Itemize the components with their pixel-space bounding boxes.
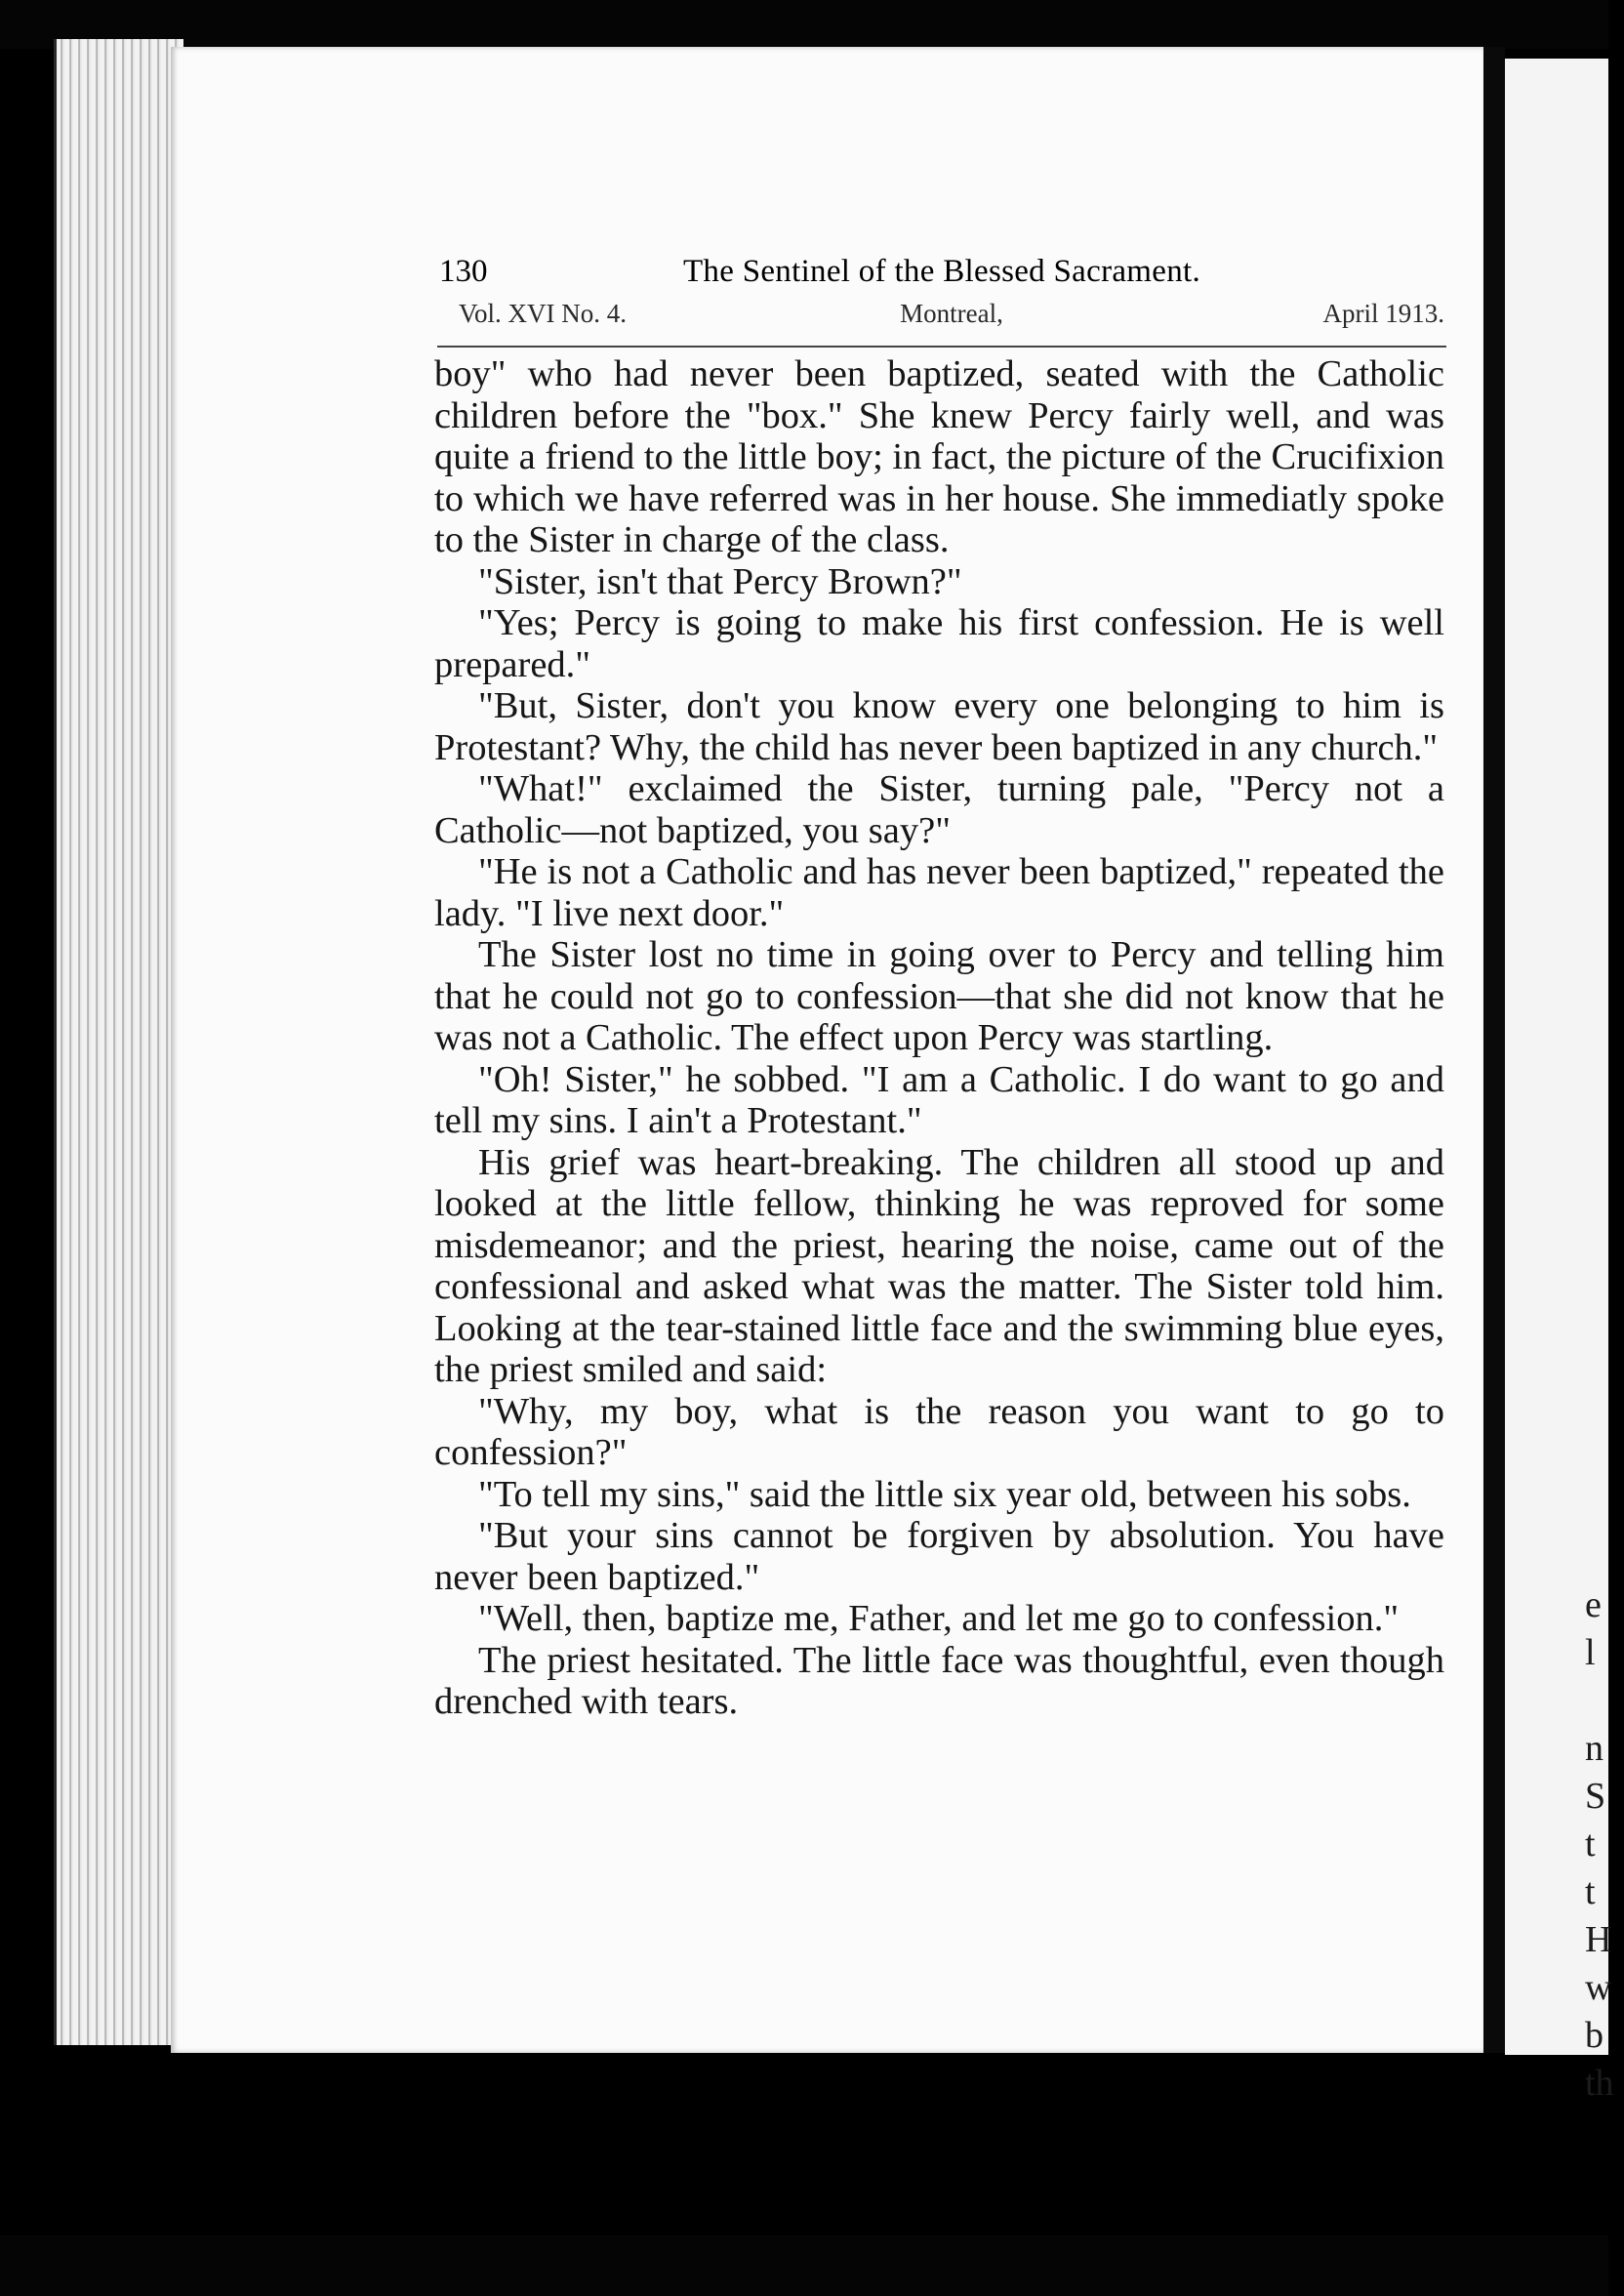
scan-border-top (0, 0, 1608, 49)
issue-date: April 1913. (1322, 299, 1444, 328)
scan-border-bottom (0, 2235, 1608, 2296)
paragraph: "Why, my boy, what is the reason you want to go to confession?" (434, 1390, 1444, 1473)
paragraph: "But, Sister, don't you know every one belonging to him is Protestant? Why, the child has never been baptized in any church." (434, 685, 1444, 768)
paragraph: "Sister, isn't that Percy Brown?" (478, 560, 962, 602)
journal-title: The Sentinel of the Blessed Sacrament. (682, 254, 1201, 289)
paragraph: "Yes; Percy is going to make his first confession. He is well prepared." (434, 602, 1444, 685)
issue-line (459, 299, 1444, 338)
paragraph: The Sister lost no time in going over to Percy and telling him that he could not go to confession—that she did not know that he was not a Catholic. The effect upon Percy was startling. (434, 934, 1444, 1058)
body-text (434, 353, 1444, 1723)
publication-place: Montreal, (900, 299, 1003, 328)
paragraph: boy" who had never been baptized, seated with the Catholic children before the "box." She knew Percy fairly well, and was quite a friend to the little boy; in fact, the picture of the Crucifixion to which we have referred was in her house. She immediatly spoke to the Sister in charge of the class. (434, 353, 1444, 560)
facing-page-text-fragment: e l n S t t H w b th (1585, 1584, 1614, 2104)
paragraph: "To tell my sins," said the little six year old, between his sobs. (478, 1473, 1411, 1515)
paragraph: The priest hesitated. The little face was thoughtful, even though drenched with tears. (434, 1639, 1444, 1722)
paragraph: "What!" exclaimed the Sister, turning pale, "Percy not a Catholic—not baptized, you say?" (434, 768, 1444, 851)
book-gutter (1483, 47, 1505, 2053)
paragraph: "He is not a Catholic and has never been baptized," repeated the lady. "I live next door." (434, 851, 1444, 934)
paragraph: "But your sins cannot be forgiven by absolution. You have never been baptized." (434, 1515, 1444, 1598)
volume-info: Vol. XVI No. 4. (459, 299, 628, 328)
running-head (439, 254, 1444, 301)
page-number: 130 (439, 254, 488, 289)
page-stack-edges (54, 39, 183, 2045)
header-rule (437, 346, 1446, 348)
paragraph: "Well, then, baptize me, Father, and let me go to confession." (478, 1598, 1400, 1639)
paragraph: "Oh! Sister," he sobbed. "I am a Catholic. I do want to go and tell my sins. I ain't a Protestant." (434, 1058, 1444, 1141)
paragraph: His grief was heart-breaking. The children all stood up and looked at the little fellow, thinking he was reproved for some misdemeanor; and the priest, hearing the noise, came out of the confessional and asked what was the matter. The Sister told him. Looking at the tear-stained little face and the swimming blue eyes, the priest smiled and said: (434, 1141, 1444, 1390)
